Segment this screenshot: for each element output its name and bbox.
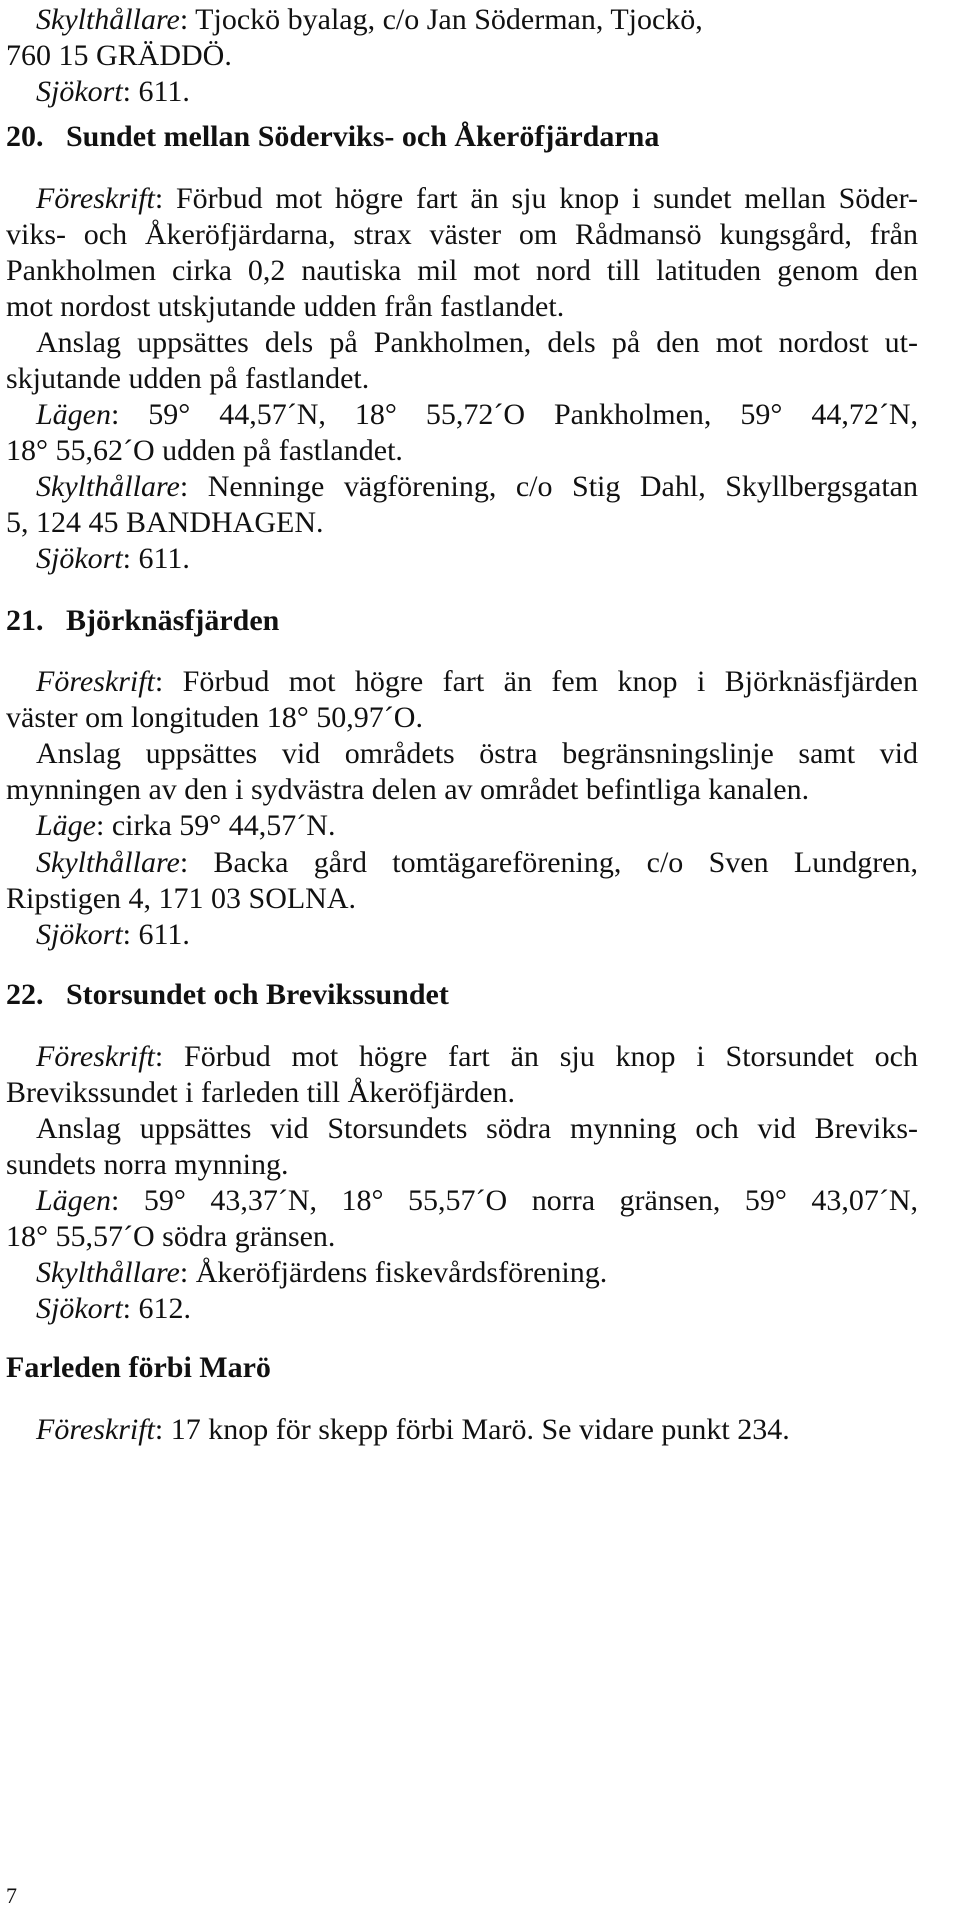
section-22-lagen-text-1: : 59° 43,37´N, 18° 55,57´O norra gränsen, 59° 43,07´N,	[111, 1184, 918, 1217]
section-22-foreskrift-line-1	[36, 1039, 918, 1075]
prev-skylthallare-line	[36, 2, 914, 38]
prev-skylthallare-label: Skylthållare	[36, 3, 180, 36]
page-number: 7	[6, 1883, 17, 1908]
section-20-foreskrift-label: Föreskrift	[36, 182, 155, 215]
section-21-sjokort-line	[36, 917, 914, 953]
section-20-lagen-label: Lägen	[36, 398, 111, 431]
maro-heading: Farleden förbi Marö	[6, 1351, 271, 1384]
section-22-sjokort-text: : 612.	[122, 1292, 192, 1325]
section-21-foreskrift-label: Föreskrift	[36, 665, 155, 698]
section-21-skylthallare-line-1	[36, 845, 918, 881]
section-20-foreskrift-line-4: mot nordost utskjutande udden från fastlandet.	[6, 290, 565, 323]
section-22-number: 22.	[6, 978, 44, 1011]
prev-address-line: 760 15 GRÄDDÖ.	[6, 39, 232, 72]
section-21-skylthallare-text-1: : Backa gård tomtägareförening, c/o Sven Lundgren,	[179, 846, 918, 879]
section-20-number: 20.	[6, 120, 44, 153]
section-21-anslag-line-1: Anslag uppsättes vid områdets östra begränsningslinje samt vid	[36, 737, 918, 770]
section-21-sjokort-text: : 611.	[122, 918, 190, 951]
section-22-foreskrift-label: Föreskrift	[36, 1040, 155, 1073]
section-20-skylthallare-label: Skylthållare	[36, 470, 180, 503]
section-21-foreskrift-line-1	[36, 664, 918, 700]
section-21-foreskrift-line-2: väster om longituden 18° 50,97´O.	[6, 701, 423, 734]
prev-sjokort-text: : 611.	[122, 75, 190, 108]
section-22-skylthallare-line	[36, 1255, 914, 1291]
section-22-lagen-line-2: 18° 55,57´O södra gränsen.	[6, 1220, 336, 1253]
section-22-lagen-label: Lägen	[36, 1184, 111, 1217]
section-20-lagen-text-1: : 59° 44,57´N, 18° 55,72´O Pankholmen, 59° 44,72´N,	[111, 398, 918, 431]
section-20-foreskrift-text-1: : Förbud mot högre fart än sju knop i sundet mellan Söder-	[154, 182, 918, 215]
section-22-sjokort-line	[36, 1291, 914, 1327]
section-20-skylthallare-text-1: : Nenninge vägförening, c/o Stig Dahl, Skyllbergsgatan	[179, 470, 918, 503]
section-22-sjokort-label: Sjökort	[36, 1292, 123, 1325]
section-20-skylthallare-line-1	[36, 469, 918, 505]
section-20-anslag-line-1: Anslag uppsättes dels på Pankholmen, dels på den mot nordost ut-	[36, 326, 918, 359]
section-21-skylthallare-line-2: Ripstigen 4, 171 03 SOLNA.	[6, 882, 357, 915]
section-20-sjokort-text: : 611.	[122, 542, 190, 575]
section-22-anslag-line-2: sundets norra mynning.	[6, 1148, 289, 1181]
section-21-sjokort-label: Sjökort	[36, 918, 123, 951]
section-22-lagen-line-1	[36, 1183, 918, 1219]
section-21-foreskrift-text-1: : Förbud mot högre fart än fem knop i Björknäsfjärden	[154, 665, 918, 698]
section-21-title: Björknäsfjärden	[66, 604, 280, 637]
section-20-foreskrift-line-2: viks- och Åkeröfjärdarna, strax väster om Rådmansö kungsgård, från	[6, 218, 918, 251]
maro-foreskrift-line	[36, 1412, 914, 1448]
section-22-heading	[6, 977, 884, 1013]
section-21-lage-line	[36, 808, 914, 844]
maro-foreskrift-text: : 17 knop för skepp förbi Marö. Se vidare punkt 234.	[154, 1413, 790, 1446]
section-22-skylthallare-label: Skylthållare	[36, 1256, 180, 1289]
section-22-skylthallare-text: : Åkeröfjärdens fiskevårdsförening.	[179, 1256, 608, 1289]
prev-sjokort-line	[36, 74, 914, 110]
section-20-foreskrift-line-1	[36, 181, 918, 217]
section-21-skylthallare-label: Skylthållare	[36, 846, 180, 879]
section-20-anslag-line-2: skjutande udden på fastlandet.	[6, 362, 370, 395]
section-20-sjokort-line	[36, 541, 914, 577]
section-22-foreskrift-line-2: Brevikssundet i farleden till Åkeröfjärden.	[6, 1076, 516, 1109]
prev-skylthallare-text: : Tjockö byalag, c/o Jan Söderman, Tjockö,	[179, 3, 703, 36]
section-20-skylthallare-line-2: 5, 124 45 BANDHAGEN.	[6, 506, 324, 539]
section-20-lagen-line-2: 18° 55,62´O udden på fastlandet.	[6, 434, 403, 467]
section-20-sjokort-label: Sjökort	[36, 542, 123, 575]
section-21-lage-text: : cirka 59° 44,57´N.	[96, 809, 336, 842]
section-21-anslag-line-2: mynningen av den i sydvästra delen av området befintliga kanalen.	[6, 773, 810, 806]
section-21-heading	[6, 603, 884, 639]
prev-sjokort-label: Sjökort	[36, 75, 123, 108]
section-20-foreskrift-line-3: Pankholmen cirka 0,2 nautiska mil mot nord till latituden genom den	[6, 254, 918, 287]
section-22-anslag-line-1: Anslag uppsättes vid Storsundets södra mynning och vid Breviks-	[36, 1112, 918, 1145]
section-22-title: Storsundet och Brevikssundet	[66, 978, 449, 1011]
section-20-heading	[6, 119, 884, 155]
section-21-number: 21.	[6, 604, 44, 637]
maro-foreskrift-label: Föreskrift	[36, 1413, 155, 1446]
section-22-foreskrift-text-1: : Förbud mot högre fart än sju knop i Storsundet och	[154, 1040, 918, 1073]
section-20-lagen-line-1	[36, 397, 918, 433]
section-20-title: Sundet mellan Söderviks- och Åkeröfjärdarna	[66, 120, 660, 153]
section-21-lage-label: Läge	[36, 809, 96, 842]
